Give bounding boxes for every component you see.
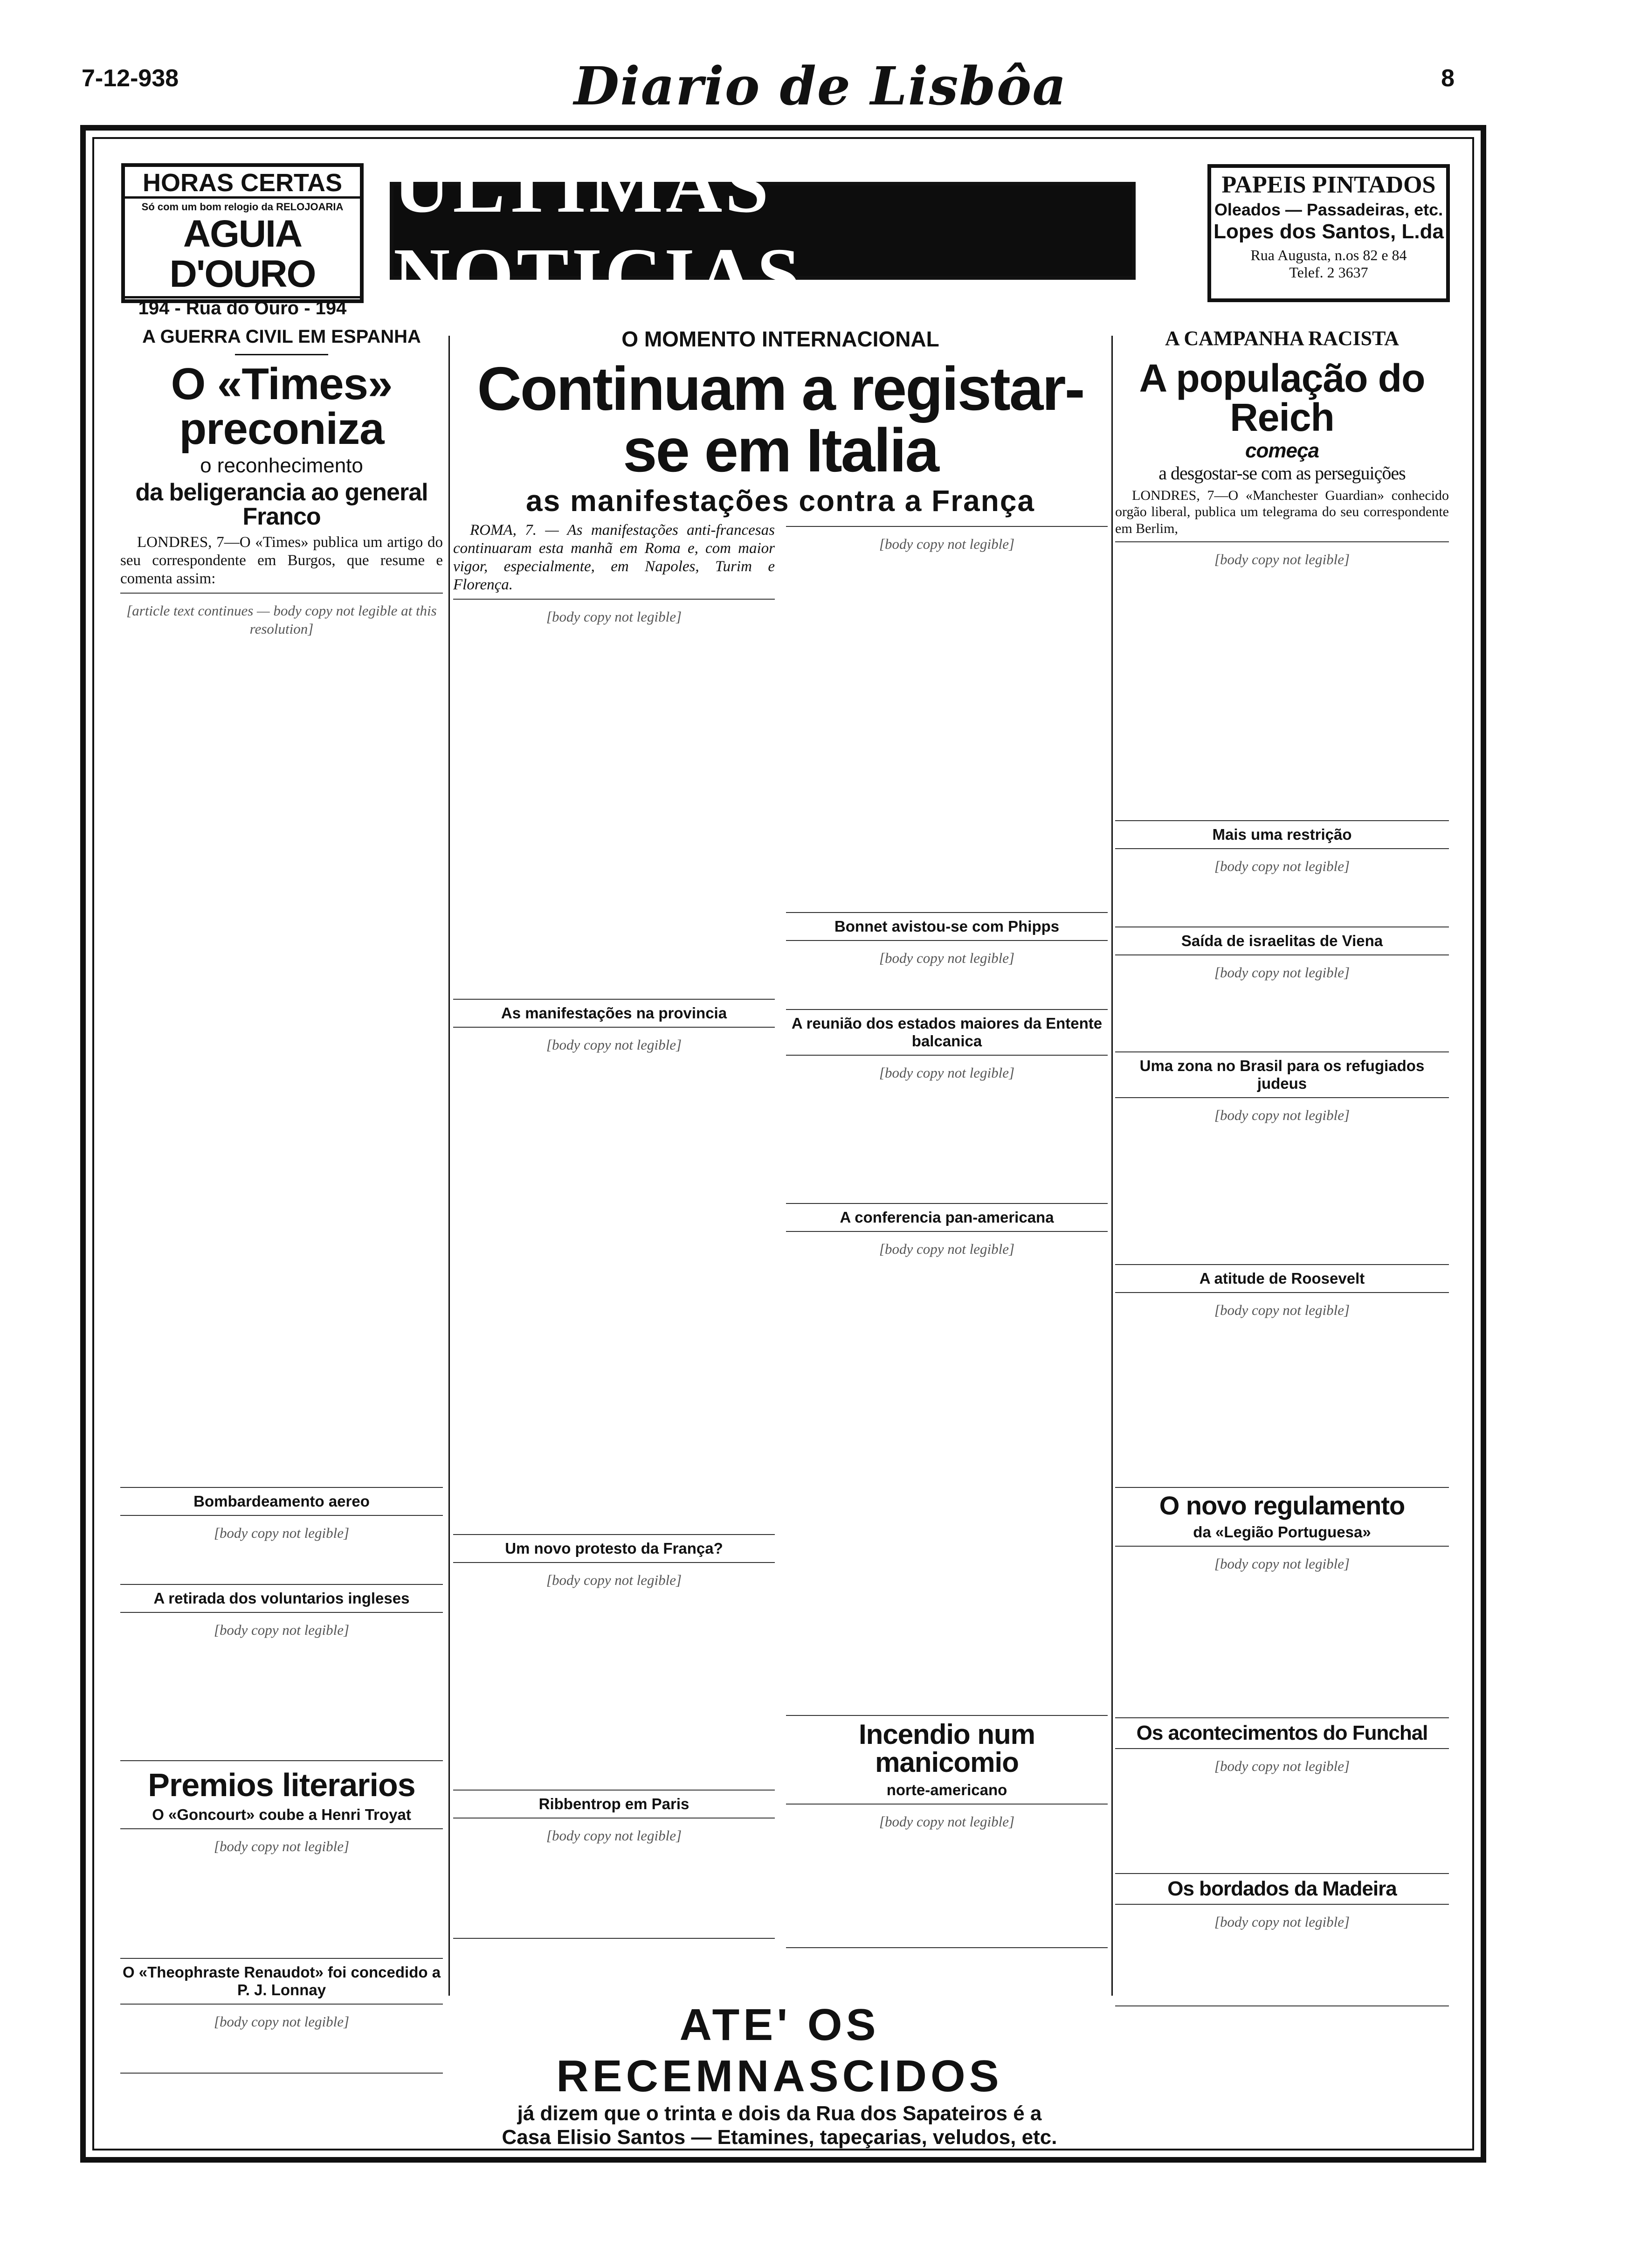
page-number: 8 — [1441, 65, 1455, 92]
col1-text-placeholder-5: [body copy not legible] — [120, 2004, 443, 2074]
col2-headline: Continuam a registar-se em Italia — [477, 354, 1084, 484]
col1-mini4: O «Theophraste Renaudot» foi concedido a P. J. Lonnay — [122, 1963, 441, 1998]
col3-text-placeholder-8: [body copy not legible] — [1115, 1904, 1449, 2006]
column-campanha-racista — [1115, 326, 1449, 2011]
col3-mini3: Uma zona no Brasil para os refugiados judeus — [1139, 1057, 1425, 1093]
col1-mini2: A retirada dos voluntarios ingleses — [153, 1589, 410, 1607]
col2-text-placeholder-5: [body copy not legible] — [786, 526, 1108, 913]
col2-text-placeholder: [body copy not legible] — [453, 599, 775, 1000]
col3-mini4: A atitude de Roosevelt — [1199, 1270, 1365, 1287]
col3-headline3: Os acontecimentos do Funchal — [1136, 1722, 1428, 1745]
col1-sub1: o reconhecimento — [200, 454, 363, 477]
col1-text-placeholder-3: [body copy not legible] — [120, 1612, 443, 1761]
col3-headline2: O novo regulamento — [1159, 1491, 1405, 1521]
col1-text-placeholder: [article text continues — body copy not legible at this resolution] — [120, 593, 443, 1488]
column-rule-2 — [1111, 336, 1113, 1996]
col2-text-placeholder-9: [body copy not legible] — [786, 1804, 1108, 1948]
col3-text-placeholder-2: [body copy not legible] — [1115, 848, 1449, 927]
col2-mini5: A reunião dos estados maiores da Entente balcanica — [791, 1015, 1103, 1050]
col3-headline: A população do Reich — [1139, 356, 1425, 439]
col3-sub1: começa — [1245, 439, 1319, 462]
col2-text-placeholder-8: [body copy not legible] — [786, 1231, 1108, 1716]
col2-text-placeholder-3: [body copy not legible] — [453, 1562, 775, 1791]
col2-mini3: Ribbentrop em Paris — [538, 1795, 689, 1812]
col2-left-column — [453, 521, 775, 1953]
col3-kicker: A CAMPANHA RACISTA — [1165, 327, 1399, 350]
column-momento-internacional — [453, 326, 1108, 1953]
ultimas-noticias-banner: ULTIMAS NOTICIAS — [390, 182, 1136, 280]
col3-text-placeholder-4: [body copy not legible] — [1115, 1097, 1449, 1265]
bottom-ad-line2: Casa Elisio Santos — Etamines, tapeçarias, veludos, etc. — [502, 2125, 1057, 2149]
ad-right-line4: Rua Augusta, n.os 82 e 84 — [1250, 246, 1407, 263]
col1-headline: O «Times» preconiza — [171, 359, 393, 454]
col1-kicker: A GUERRA CIVIL EM ESPANHA — [142, 326, 421, 347]
ad-relojoaria — [121, 163, 364, 318]
column-rule-1 — [448, 336, 450, 1996]
col2-mini6: A conferencia pan-americana — [840, 1209, 1054, 1226]
col3-sub2: a desgostar-se com as perseguições — [1158, 463, 1406, 484]
col2-text-placeholder-2: [body copy not legible] — [453, 1027, 775, 1535]
ad-right-line3: Lopes dos Santos, L.da — [1214, 220, 1444, 243]
col3-text-placeholder-6: [body copy not legible] — [1115, 1546, 1449, 1718]
page-date: 7-12-938 — [82, 65, 179, 92]
ad-left-line4: 194 - Rua do Ouro - 194 — [125, 296, 360, 318]
col3-mini1: Mais uma restrição — [1212, 826, 1352, 844]
col1-body — [120, 533, 443, 588]
col2-right-column — [786, 521, 1108, 1953]
ad-casa-elisio-santos — [448, 1999, 1110, 2149]
col3-body — [1115, 487, 1449, 537]
ad-left-line1: HORAS CERTAS — [125, 170, 360, 199]
ad-left-line2: Só com um bom relogio da RELOJOARIA — [141, 201, 344, 213]
col2-headline2: Incendio num manicomio — [859, 1719, 1035, 1778]
column-guerra-civil — [120, 326, 443, 2078]
ad-right-line1: PAPEIS PINTADOS — [1221, 172, 1436, 198]
ad-papeis-pintados — [1207, 164, 1450, 302]
col2-body — [453, 521, 775, 594]
col2-sub: as manifestações contra a França — [525, 484, 1035, 518]
newspaper-title: Diario de Lisbôa — [574, 56, 1067, 117]
col2-mini1: As manifestações na provincia — [501, 1004, 727, 1022]
ad-left-line3: AGUIA D'OURO — [169, 212, 316, 295]
ad-right-line2: Oleados — Passadeiras, etc. — [1214, 200, 1443, 219]
col2-text-placeholder-7: [body copy not legible] — [786, 1055, 1108, 1204]
col2-text-placeholder-4: [body copy not legible] — [453, 1818, 775, 1939]
col3-text-placeholder: [body copy not legible] — [1115, 541, 1449, 821]
bottom-ad-line1: já dizem que o trinta e dois da Rua dos Sapateiros é a — [517, 2102, 1042, 2125]
col3-mini2: Saída de israelitas de Viena — [1181, 932, 1383, 950]
col1-text-placeholder-4: [body copy not legible] — [120, 1828, 443, 1959]
col2-text-placeholder-6: [body copy not legible] — [786, 940, 1108, 1010]
col3-text-placeholder-5: [body copy not legible] — [1115, 1292, 1449, 1488]
col3-text-placeholder-3: [body copy not legible] — [1115, 954, 1449, 1052]
ad-right-line5: Telef. 2 3637 — [1289, 263, 1368, 281]
col1-sub2: da beligerancia ao general Franco — [135, 479, 428, 530]
col3-body-first: LONDRES, 7—O «Manchester Guardian» conhecido orgão liberal, publica um telegrama do seu correspondente em Berlim, — [1115, 488, 1449, 536]
col1-headline2: Premios literarios — [148, 1766, 415, 1803]
col2-body-first: ROMA, 7. — As manifestações anti-francesas continuaram esta manhã em Roma e, com maior vigor, especialmente, em Napoles, Turim e Florença. — [453, 522, 775, 593]
col3-text-placeholder-7: [body copy not legible] — [1115, 1748, 1449, 1874]
col3-headline4: Os bordados da Madeira — [1167, 1877, 1397, 1901]
col1-body-first: LONDRES, 7—O «Times» publica um artigo do seu correspondente em Burgos, que resume e comenta assim: — [120, 534, 443, 587]
col2-mini2: Um novo protesto da França? — [505, 1539, 723, 1557]
col1-rule — [235, 354, 328, 355]
bottom-ad-headline: ATE' OS RECEMNASCIDOS — [556, 2000, 1003, 2101]
col2-kicker: O MOMENTO INTERNACIONAL — [621, 327, 939, 351]
col2-headline2-sub: norte-americano — [886, 1781, 1007, 1798]
col1-text-placeholder-2: [body copy not legible] — [120, 1515, 443, 1585]
col2-mini4: Bonnet avistou-se com Phipps — [834, 918, 1060, 935]
col1-mini1: Bombardeamento aereo — [193, 1492, 370, 1510]
col1-mini3: O «Goncourt» coube a Henri Troyat — [152, 1805, 411, 1823]
col3-headline2-sub: da «Legião Portuguesa» — [1193, 1523, 1371, 1541]
